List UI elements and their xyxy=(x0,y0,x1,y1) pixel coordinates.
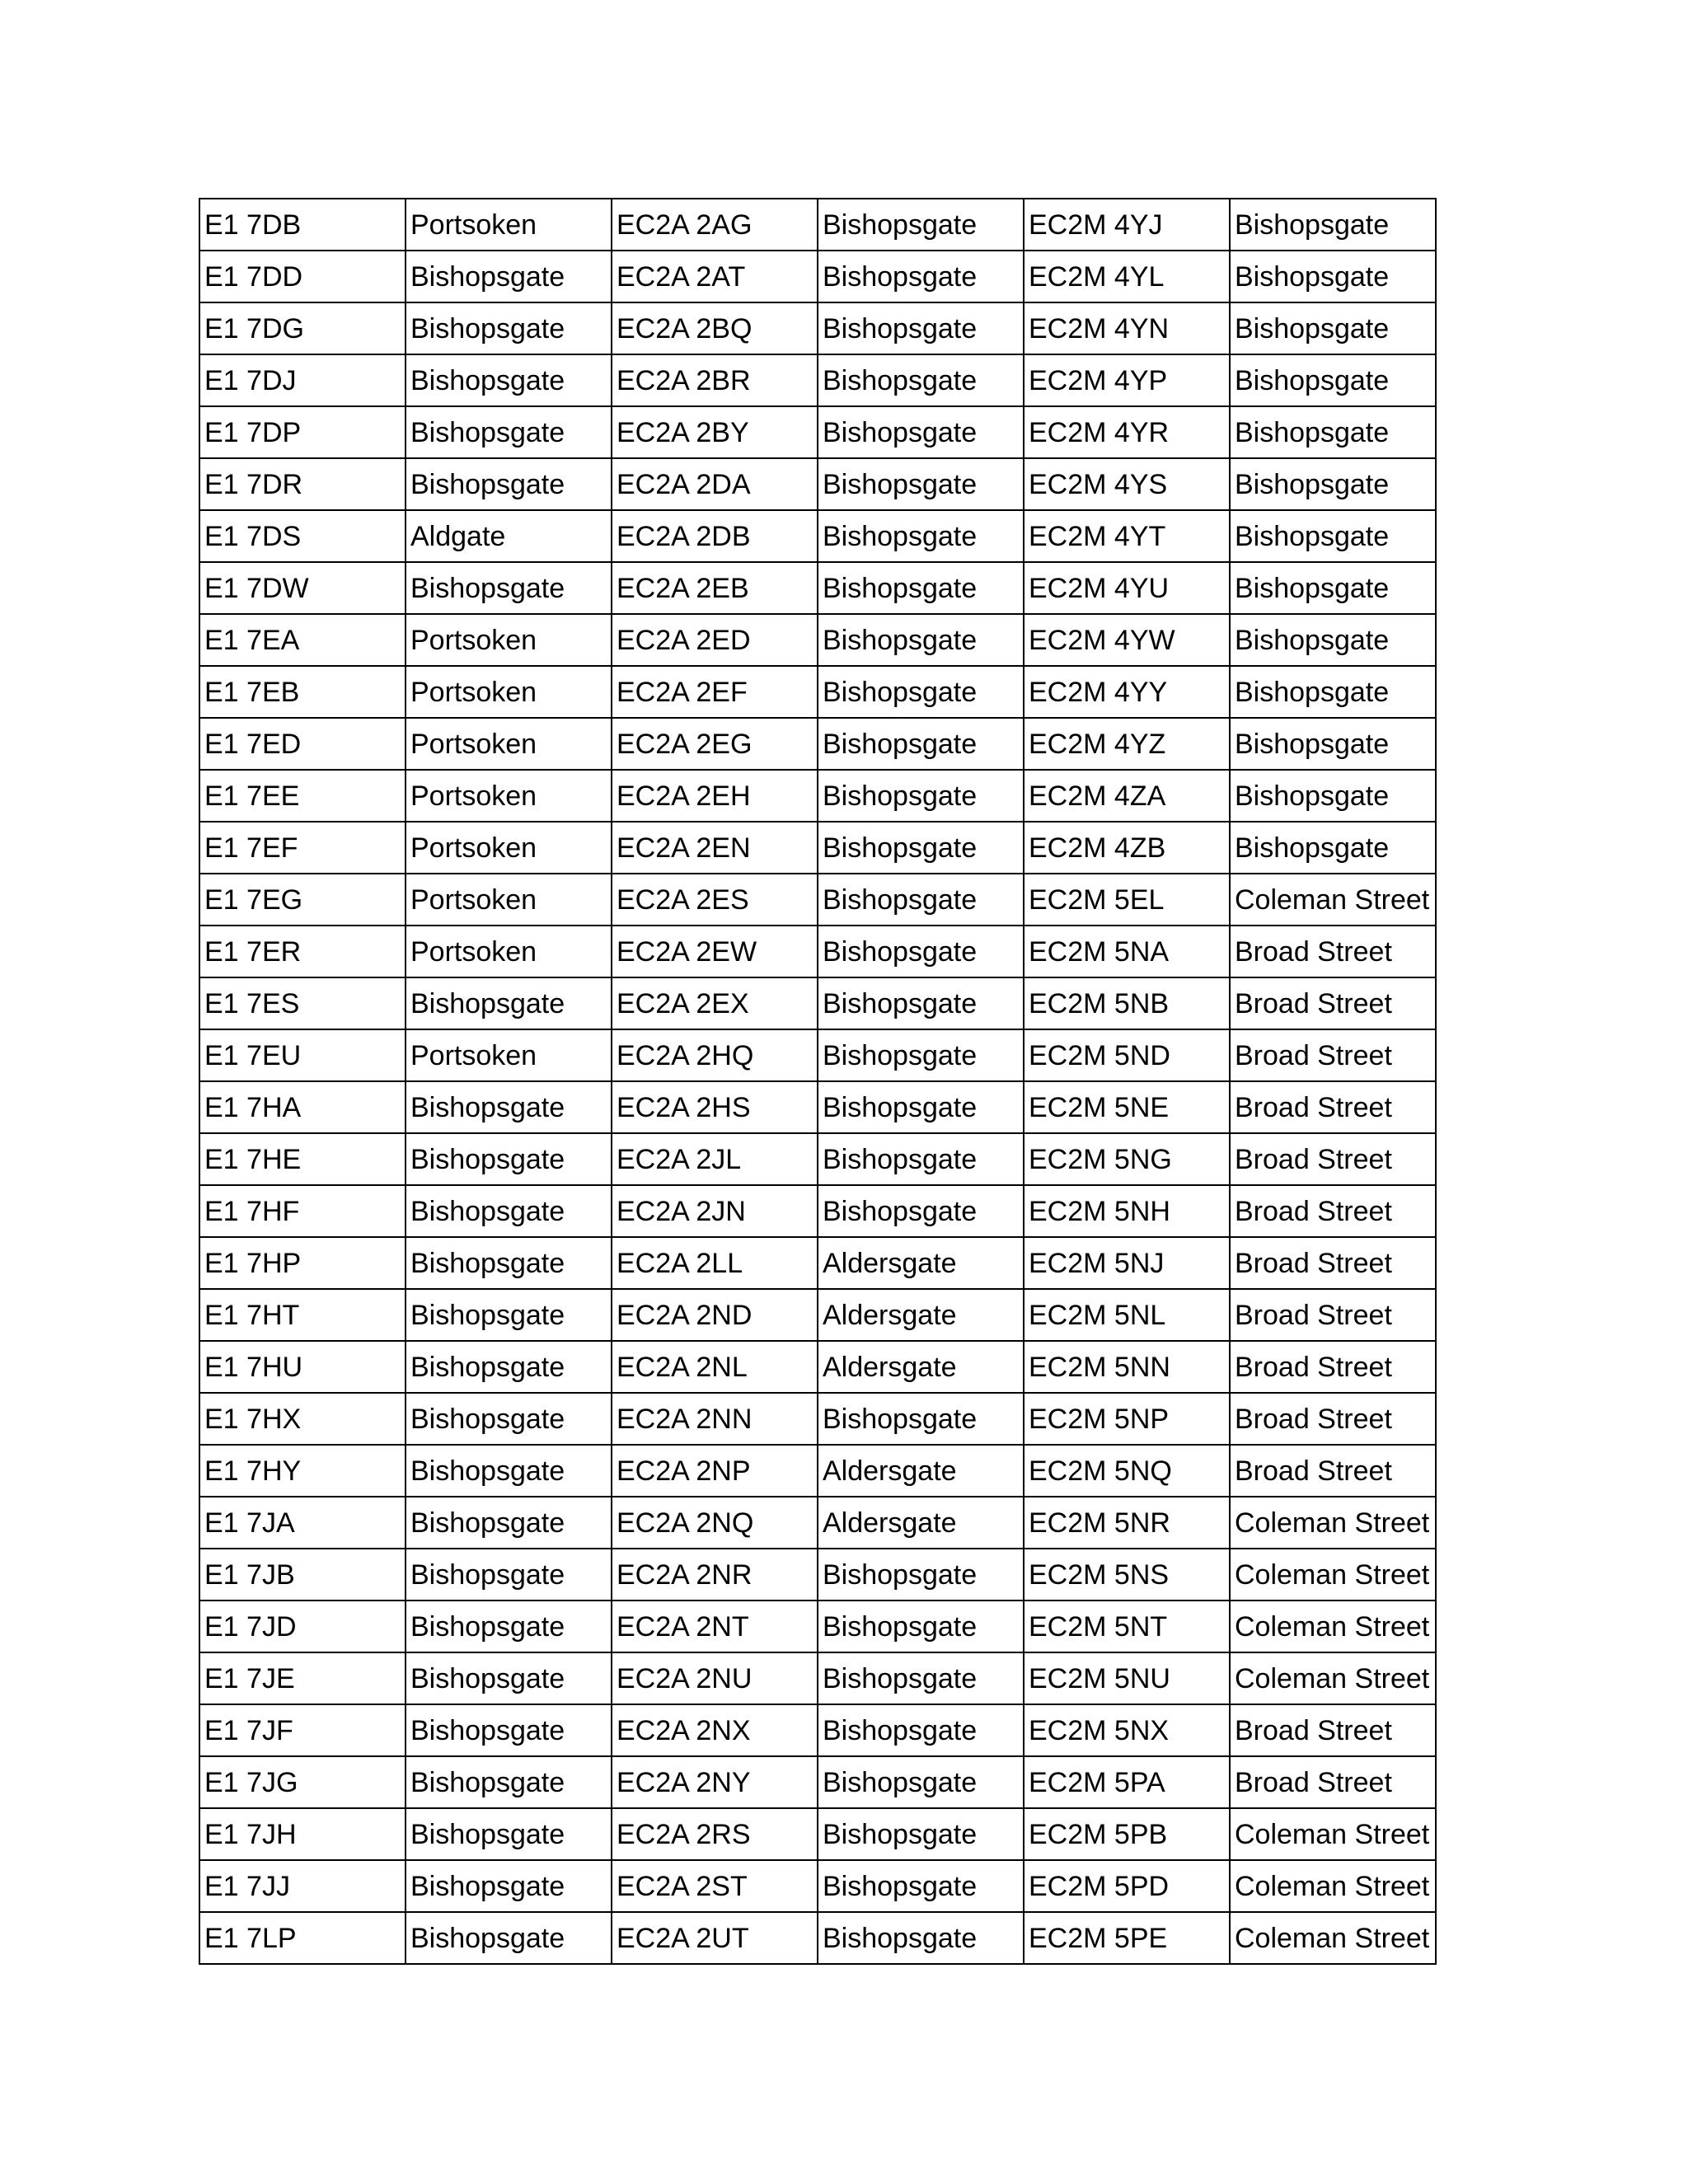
postcode-cell: EC2M 5NS xyxy=(1024,1549,1230,1601)
table-row xyxy=(199,666,1436,718)
postcode-cell: EC2A 2NU xyxy=(612,1652,818,1704)
ward-cell: Portsoken xyxy=(406,199,612,251)
postcode-cell: EC2M 4YZ xyxy=(1024,718,1230,770)
ward-cell: Bishopsgate xyxy=(1230,822,1436,874)
ward-cell: Bishopsgate xyxy=(818,1393,1024,1445)
postcode-cell: EC2A 2ST xyxy=(612,1860,818,1912)
ward-cell: Bishopsgate xyxy=(406,458,612,510)
postcode-cell: EC2A 2JL xyxy=(612,1133,818,1185)
ward-cell: Broad Street xyxy=(1230,1185,1436,1237)
ward-cell: Bishopsgate xyxy=(1230,562,1436,614)
ward-cell: Aldgate xyxy=(406,510,612,562)
ward-cell: Bishopsgate xyxy=(818,199,1024,251)
table-row xyxy=(199,1289,1436,1341)
postcode-cell: E1 7DS xyxy=(199,510,406,562)
postcode-cell: E1 7EA xyxy=(199,614,406,666)
postcode-cell: EC2A 2EW xyxy=(612,926,818,977)
postcode-cell: EC2M 5NB xyxy=(1024,977,1230,1029)
postcode-cell: EC2A 2NT xyxy=(612,1601,818,1652)
ward-cell: Aldersgate xyxy=(818,1445,1024,1497)
postcode-cell: EC2M 4YU xyxy=(1024,562,1230,614)
table-row xyxy=(199,458,1436,510)
table-row xyxy=(199,1497,1436,1549)
ward-cell: Bishopsgate xyxy=(406,1289,612,1341)
postcode-cell: EC2M 5NX xyxy=(1024,1704,1230,1756)
ward-cell: Bishopsgate xyxy=(818,1601,1024,1652)
ward-cell: Bishopsgate xyxy=(818,718,1024,770)
ward-cell: Bishopsgate xyxy=(406,1756,612,1808)
ward-cell: Broad Street xyxy=(1230,977,1436,1029)
ward-cell: Bishopsgate xyxy=(406,1860,612,1912)
ward-cell: Bishopsgate xyxy=(406,1652,612,1704)
postcode-cell: EC2M 5NT xyxy=(1024,1601,1230,1652)
ward-cell: Bishopsgate xyxy=(1230,302,1436,354)
postcode-cell: EC2M 5NR xyxy=(1024,1497,1230,1549)
ward-cell: Bishopsgate xyxy=(406,406,612,458)
postcode-cell: E1 7HY xyxy=(199,1445,406,1497)
postcode-cell: E1 7DJ xyxy=(199,354,406,406)
postcode-cell: EC2M 4YW xyxy=(1024,614,1230,666)
ward-cell: Bishopsgate xyxy=(818,1704,1024,1756)
ward-cell: Bishopsgate xyxy=(406,1704,612,1756)
postcode-cell: EC2M 5NQ xyxy=(1024,1445,1230,1497)
postcode-cell: EC2M 5NU xyxy=(1024,1652,1230,1704)
ward-cell: Portsoken xyxy=(406,874,612,926)
table-row xyxy=(199,822,1436,874)
ward-cell: Aldersgate xyxy=(818,1237,1024,1289)
postcode-cell: EC2A 2EF xyxy=(612,666,818,718)
ward-cell: Broad Street xyxy=(1230,1756,1436,1808)
ward-cell: Bishopsgate xyxy=(406,1549,612,1601)
ward-cell: Bishopsgate xyxy=(818,406,1024,458)
postcode-cell: EC2A 2AG xyxy=(612,199,818,251)
postcode-cell: EC2A 2DB xyxy=(612,510,818,562)
table-row xyxy=(199,1912,1436,1964)
postcode-cell: EC2A 2EH xyxy=(612,770,818,822)
ward-cell: Bishopsgate xyxy=(406,1341,612,1393)
ward-cell: Bishopsgate xyxy=(818,926,1024,977)
postcode-cell: EC2A 2HQ xyxy=(612,1029,818,1081)
postcode-cell: EC2M 5NN xyxy=(1024,1341,1230,1393)
ward-cell: Bishopsgate xyxy=(818,1652,1024,1704)
postcode-cell: EC2M 4YS xyxy=(1024,458,1230,510)
postcode-cell: EC2M 5NJ xyxy=(1024,1237,1230,1289)
table-row xyxy=(199,1237,1436,1289)
table-row xyxy=(199,1860,1436,1912)
postcode-cell: EC2M 5ND xyxy=(1024,1029,1230,1081)
ward-cell: Broad Street xyxy=(1230,926,1436,977)
ward-cell: Bishopsgate xyxy=(818,1860,1024,1912)
postcode-cell: E1 7ED xyxy=(199,718,406,770)
postcode-cell: E1 7LP xyxy=(199,1912,406,1964)
table-row xyxy=(199,199,1436,251)
ward-cell: Portsoken xyxy=(406,614,612,666)
postcode-cell: E1 7HE xyxy=(199,1133,406,1185)
postcode-cell: E1 7EG xyxy=(199,874,406,926)
ward-cell: Bishopsgate xyxy=(406,562,612,614)
postcode-cell: EC2A 2DA xyxy=(612,458,818,510)
ward-cell: Bishopsgate xyxy=(406,354,612,406)
postcode-cell: EC2M 5NE xyxy=(1024,1081,1230,1133)
ward-cell: Bishopsgate xyxy=(1230,718,1436,770)
postcode-cell: EC2A 2NP xyxy=(612,1445,818,1497)
postcode-cell: E1 7HA xyxy=(199,1081,406,1133)
ward-cell: Bishopsgate xyxy=(406,1393,612,1445)
table-row xyxy=(199,1133,1436,1185)
table-row xyxy=(199,614,1436,666)
table-row xyxy=(199,770,1436,822)
table-row xyxy=(199,1652,1436,1704)
table-row xyxy=(199,1549,1436,1601)
postcode-cell: EC2M 5NP xyxy=(1024,1393,1230,1445)
ward-cell: Bishopsgate xyxy=(818,666,1024,718)
postcode-cell: EC2M 4ZB xyxy=(1024,822,1230,874)
ward-cell: Broad Street xyxy=(1230,1393,1436,1445)
ward-cell: Bishopsgate xyxy=(818,1549,1024,1601)
postcode-cell: E1 7EE xyxy=(199,770,406,822)
ward-cell: Bishopsgate xyxy=(818,874,1024,926)
ward-cell: Bishopsgate xyxy=(818,1185,1024,1237)
ward-cell: Coleman Street xyxy=(1230,1912,1436,1964)
ward-cell: Bishopsgate xyxy=(406,251,612,302)
ward-cell: Coleman Street xyxy=(1230,874,1436,926)
ward-cell: Bishopsgate xyxy=(818,302,1024,354)
table-row xyxy=(199,1445,1436,1497)
postcode-cell: EC2M 4YN xyxy=(1024,302,1230,354)
postcode-cell: EC2A 2EB xyxy=(612,562,818,614)
ward-cell: Bishopsgate xyxy=(406,1912,612,1964)
ward-cell: Broad Street xyxy=(1230,1289,1436,1341)
table-body xyxy=(199,199,1436,1964)
postcode-cell: EC2A 2LL xyxy=(612,1237,818,1289)
ward-cell: Portsoken xyxy=(406,822,612,874)
postcode-cell: EC2A 2RS xyxy=(612,1808,818,1860)
table-row xyxy=(199,302,1436,354)
postcode-cell: EC2A 2NY xyxy=(612,1756,818,1808)
postcode-cell: EC2M 5NL xyxy=(1024,1289,1230,1341)
postcode-cell: EC2A 2ED xyxy=(612,614,818,666)
ward-cell: Bishopsgate xyxy=(1230,354,1436,406)
ward-cell: Broad Street xyxy=(1230,1237,1436,1289)
ward-cell: Bishopsgate xyxy=(818,770,1024,822)
postcode-cell: E1 7JA xyxy=(199,1497,406,1549)
ward-cell: Aldersgate xyxy=(818,1341,1024,1393)
table-row xyxy=(199,926,1436,977)
postcode-ward-table xyxy=(199,198,1437,1965)
table-row xyxy=(199,354,1436,406)
postcode-cell: E1 7JH xyxy=(199,1808,406,1860)
postcode-cell: EC2M 5PB xyxy=(1024,1808,1230,1860)
ward-cell: Aldersgate xyxy=(818,1289,1024,1341)
postcode-cell: E1 7JB xyxy=(199,1549,406,1601)
ward-cell: Bishopsgate xyxy=(406,1237,612,1289)
postcode-cell: E1 7EU xyxy=(199,1029,406,1081)
postcode-cell: E1 7HF xyxy=(199,1185,406,1237)
postcode-cell: EC2M 4ZA xyxy=(1024,770,1230,822)
table-row xyxy=(199,718,1436,770)
ward-cell: Bishopsgate xyxy=(818,354,1024,406)
ward-cell: Bishopsgate xyxy=(406,1601,612,1652)
ward-cell: Broad Street xyxy=(1230,1445,1436,1497)
postcode-cell: E1 7JF xyxy=(199,1704,406,1756)
ward-cell: Bishopsgate xyxy=(1230,666,1436,718)
ward-cell: Bishopsgate xyxy=(406,1808,612,1860)
postcode-cell: EC2A 2NQ xyxy=(612,1497,818,1549)
postcode-cell: E1 7ER xyxy=(199,926,406,977)
ward-cell: Portsoken xyxy=(406,666,612,718)
ward-cell: Portsoken xyxy=(406,1029,612,1081)
postcode-cell: E1 7DB xyxy=(199,199,406,251)
postcode-cell: EC2M 4YP xyxy=(1024,354,1230,406)
ward-cell: Broad Street xyxy=(1230,1341,1436,1393)
ward-cell: Bishopsgate xyxy=(818,614,1024,666)
ward-cell: Bishopsgate xyxy=(818,1808,1024,1860)
ward-cell: Bishopsgate xyxy=(818,1029,1024,1081)
table-row xyxy=(199,1756,1436,1808)
ward-cell: Bishopsgate xyxy=(818,822,1024,874)
table-row xyxy=(199,1808,1436,1860)
ward-cell: Bishopsgate xyxy=(1230,199,1436,251)
postcode-cell: EC2A 2HS xyxy=(612,1081,818,1133)
postcode-cell: EC2A 2EX xyxy=(612,977,818,1029)
ward-cell: Bishopsgate xyxy=(406,1081,612,1133)
postcode-cell: E1 7DG xyxy=(199,302,406,354)
ward-cell: Bishopsgate xyxy=(406,977,612,1029)
ward-cell: Bishopsgate xyxy=(1230,510,1436,562)
postcode-cell: EC2M 5NH xyxy=(1024,1185,1230,1237)
postcode-cell: E1 7DR xyxy=(199,458,406,510)
postcode-cell: EC2A 2BQ xyxy=(612,302,818,354)
ward-cell: Aldersgate xyxy=(818,1497,1024,1549)
ward-cell: Bishopsgate xyxy=(818,977,1024,1029)
table-row xyxy=(199,1185,1436,1237)
ward-cell: Bishopsgate xyxy=(1230,614,1436,666)
postcode-cell: E1 7HX xyxy=(199,1393,406,1445)
ward-cell: Coleman Street xyxy=(1230,1652,1436,1704)
postcode-cell: EC2A 2BR xyxy=(612,354,818,406)
ward-cell: Bishopsgate xyxy=(818,458,1024,510)
ward-cell: Coleman Street xyxy=(1230,1601,1436,1652)
ward-cell: Bishopsgate xyxy=(818,1081,1024,1133)
ward-cell: Bishopsgate xyxy=(818,251,1024,302)
ward-cell: Bishopsgate xyxy=(406,1185,612,1237)
postcode-cell: EC2M 4YJ xyxy=(1024,199,1230,251)
postcode-cell: EC2M 4YY xyxy=(1024,666,1230,718)
postcode-cell: E1 7JD xyxy=(199,1601,406,1652)
postcode-cell: EC2M 5EL xyxy=(1024,874,1230,926)
ward-cell: Bishopsgate xyxy=(818,510,1024,562)
ward-cell: Bishopsgate xyxy=(406,302,612,354)
postcode-cell: E1 7JJ xyxy=(199,1860,406,1912)
postcode-cell: EC2A 2ND xyxy=(612,1289,818,1341)
ward-cell: Broad Street xyxy=(1230,1029,1436,1081)
postcode-cell: E1 7EB xyxy=(199,666,406,718)
ward-cell: Bishopsgate xyxy=(818,562,1024,614)
table-row xyxy=(199,1601,1436,1652)
ward-cell: Portsoken xyxy=(406,926,612,977)
ward-cell: Bishopsgate xyxy=(1230,458,1436,510)
ward-cell: Coleman Street xyxy=(1230,1549,1436,1601)
ward-cell: Bishopsgate xyxy=(818,1756,1024,1808)
postcode-cell: E1 7HU xyxy=(199,1341,406,1393)
postcode-cell: EC2M 4YL xyxy=(1024,251,1230,302)
postcode-cell: EC2A 2NN xyxy=(612,1393,818,1445)
ward-cell: Broad Street xyxy=(1230,1133,1436,1185)
postcode-cell: EC2M 5PA xyxy=(1024,1756,1230,1808)
table-row xyxy=(199,1081,1436,1133)
postcode-cell: EC2A 2UT xyxy=(612,1912,818,1964)
ward-cell: Coleman Street xyxy=(1230,1497,1436,1549)
postcode-cell: EC2A 2JN xyxy=(612,1185,818,1237)
table-row xyxy=(199,1704,1436,1756)
table-row xyxy=(199,251,1436,302)
postcode-cell: EC2A 2EN xyxy=(612,822,818,874)
postcode-cell: EC2M 5NG xyxy=(1024,1133,1230,1185)
table-row xyxy=(199,1029,1436,1081)
ward-cell: Broad Street xyxy=(1230,1704,1436,1756)
ward-cell: Portsoken xyxy=(406,718,612,770)
postcode-cell: EC2M 4YR xyxy=(1024,406,1230,458)
ward-cell: Coleman Street xyxy=(1230,1808,1436,1860)
postcode-cell: EC2A 2NR xyxy=(612,1549,818,1601)
postcode-cell: E1 7EF xyxy=(199,822,406,874)
postcode-cell: EC2A 2NX xyxy=(612,1704,818,1756)
table-row xyxy=(199,1341,1436,1393)
postcode-cell: E1 7ES xyxy=(199,977,406,1029)
table-row xyxy=(199,510,1436,562)
table-row xyxy=(199,977,1436,1029)
ward-cell: Bishopsgate xyxy=(1230,251,1436,302)
ward-cell: Bishopsgate xyxy=(406,1133,612,1185)
ward-cell: Bishopsgate xyxy=(1230,406,1436,458)
postcode-cell: EC2A 2NL xyxy=(612,1341,818,1393)
postcode-cell: EC2M 5NA xyxy=(1024,926,1230,977)
table-row xyxy=(199,874,1436,926)
ward-cell: Bishopsgate xyxy=(818,1133,1024,1185)
ward-cell: Bishopsgate xyxy=(406,1497,612,1549)
table-row xyxy=(199,406,1436,458)
postcode-cell: E1 7JG xyxy=(199,1756,406,1808)
postcode-cell: EC2A 2EG xyxy=(612,718,818,770)
ward-cell: Coleman Street xyxy=(1230,1860,1436,1912)
postcode-cell: EC2M 4YT xyxy=(1024,510,1230,562)
postcode-cell: E1 7HP xyxy=(199,1237,406,1289)
postcode-cell: EC2A 2AT xyxy=(612,251,818,302)
postcode-cell: E1 7DW xyxy=(199,562,406,614)
postcode-cell: E1 7HT xyxy=(199,1289,406,1341)
postcode-cell: E1 7JE xyxy=(199,1652,406,1704)
ward-cell: Bishopsgate xyxy=(1230,770,1436,822)
postcode-cell: E1 7DP xyxy=(199,406,406,458)
postcode-cell: EC2M 5PE xyxy=(1024,1912,1230,1964)
ward-cell: Bishopsgate xyxy=(406,1445,612,1497)
postcode-cell: EC2A 2ES xyxy=(612,874,818,926)
ward-cell: Portsoken xyxy=(406,770,612,822)
postcode-cell: E1 7DD xyxy=(199,251,406,302)
postcode-cell: EC2A 2BY xyxy=(612,406,818,458)
table-row xyxy=(199,562,1436,614)
postcode-cell: EC2M 5PD xyxy=(1024,1860,1230,1912)
table-row xyxy=(199,1393,1436,1445)
ward-cell: Bishopsgate xyxy=(818,1912,1024,1964)
ward-cell: Broad Street xyxy=(1230,1081,1436,1133)
